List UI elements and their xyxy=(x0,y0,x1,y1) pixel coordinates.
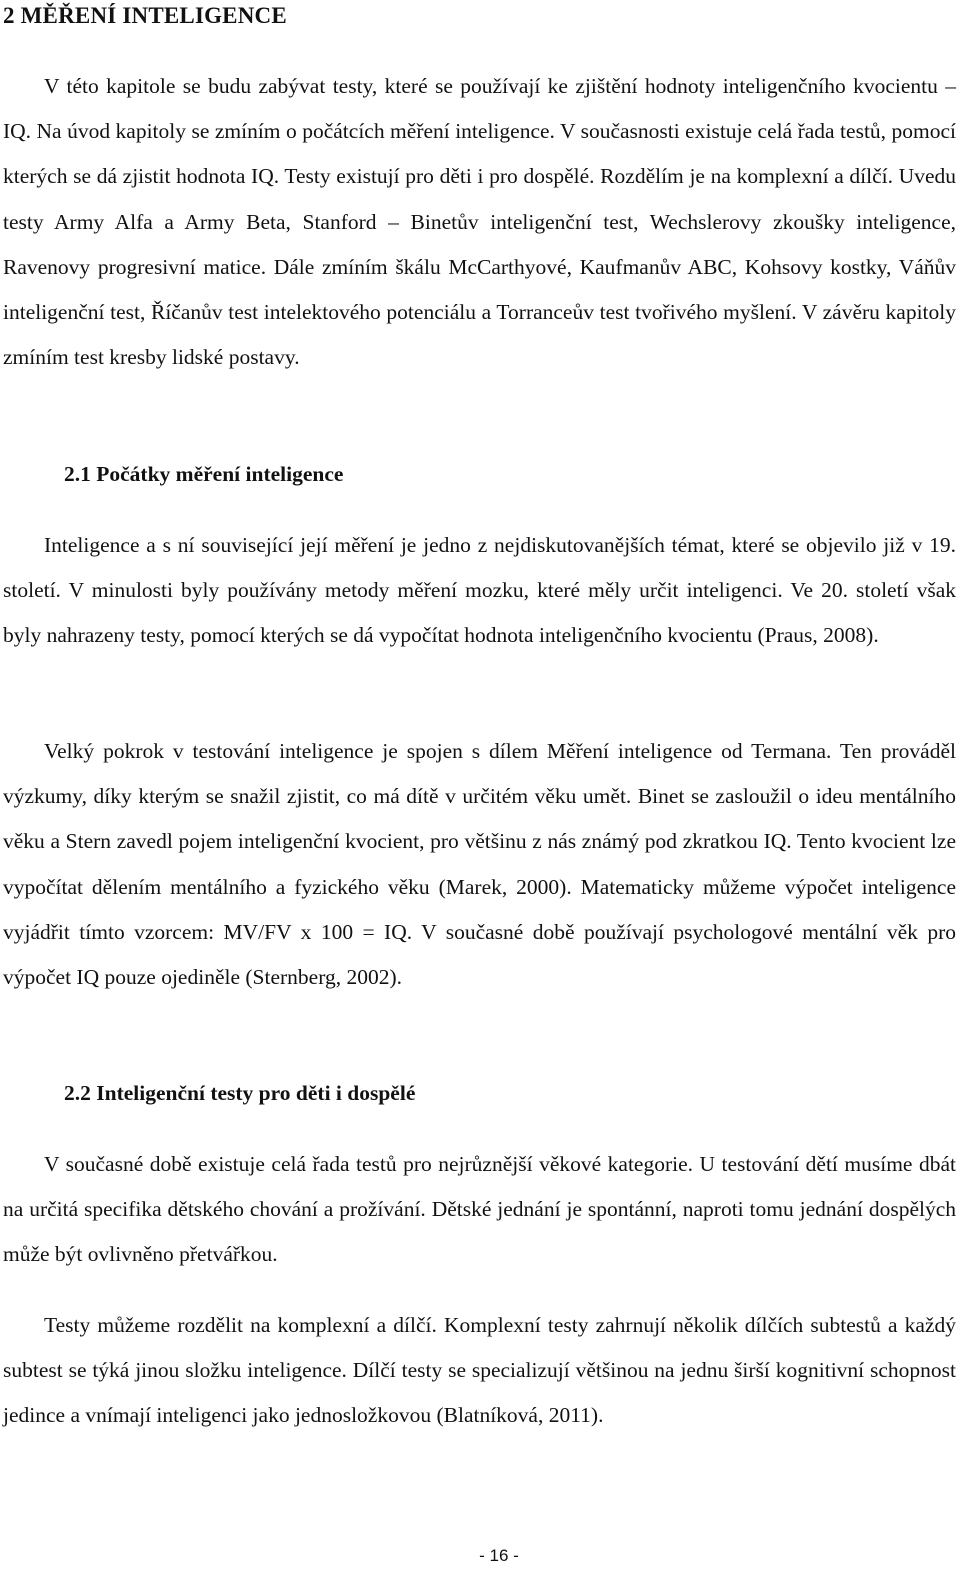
section-2-1-paragraph-1: Inteligence a s ní související její měření je jedno z nejdiskutovanějších témat, které se objevilo již v 19. století. V minulosti byly používány metody měření mozku, které měly určit inteligenci. Ve 20. století však byly nahrazeny testy, pomocí kterých se dá vypočítat hodnota inteligenčního kvocientu (Praus, 2008). xyxy=(3,533,956,648)
chapter-heading: 2 MĚŘENÍ INTELIGENCE xyxy=(3,3,287,28)
intro-paragraph: V této kapitole se budu zabývat testy, které se používají ke zjištění hodnoty inteligenčního kvocientu – IQ. Na úvod kapitoly se zmíním o počátcích měření inteligence. V současnosti existuje celá řada testů, pomocí kterých se dá zjistit hodnota IQ. Testy existují pro děti i pro dospělé. Rozdělím je na komplexní a dílčí. Uvedu testy Army Alfa a Army Beta, Stanford – Binetův inteligenční test, Wechslerovy zkoušky inteligence, Ravenovy progresivní matice. Dále zmíním škálu McCarthyové, Kaufmanův ABC, Kohsovy kostky, Váňův inteligenční test, Říčanův test intelektového potenciálu a Torranceův test tvořivého myšlení. V závěru kapitoly zmíním test kresby lidské postavy. xyxy=(3,74,956,370)
section-2-2-paragraph-2: Testy můžeme rozdělit na komplexní a dílčí. Komplexní testy zahrnují několik dílčích subtestů a každý subtest se týká jinou složku inteligence. Dílčí testy se specializují většinou na jednu širší kognitivní schopnost jedince a vnímají inteligenci jako jednosložkovou (Blatníková, 2011). xyxy=(3,1313,956,1428)
section-2-1-paragraph-2: Velký pokrok v testování inteligence je spojen s dílem Měření inteligence od Termana. Ten prováděl výzkumy, díky kterým se snažil zjistit, co má dítě v určitém věku umět. Binet se zasloužil o ideu mentálního věku a Stern zavedl pojem inteligenční kvocient, pro většinu z nás známý pod zkratkou IQ. Tento kvocient lze vypočítat dělením mentálního a fyzického věku (Marek, 2000). Matematicky můžeme výpočet inteligence vyjádřit tímto vzorcem: MV/FV x 100 = IQ. V současné době používají psychologové mentální věk pro výpočet IQ pouze ojediněle (Sternberg, 2002). xyxy=(3,739,956,990)
section-heading-2-2: 2.2 Inteligenční testy pro děti i dospělé xyxy=(64,1081,416,1105)
section-heading-2-1: 2.1 Počátky měření inteligence xyxy=(64,462,344,486)
page-number: - 16 - xyxy=(479,1546,519,1565)
section-2-2-paragraph-1: V současné době existuje celá řada testů pro nejrůznější věkové kategorie. U testování dětí musíme dbát na určitá specifika dětského chování a prožívání. Dětské jednání je spontánní, naproti tomu jednání dospělých může být ovlivněno přetvářkou. xyxy=(3,1152,956,1267)
